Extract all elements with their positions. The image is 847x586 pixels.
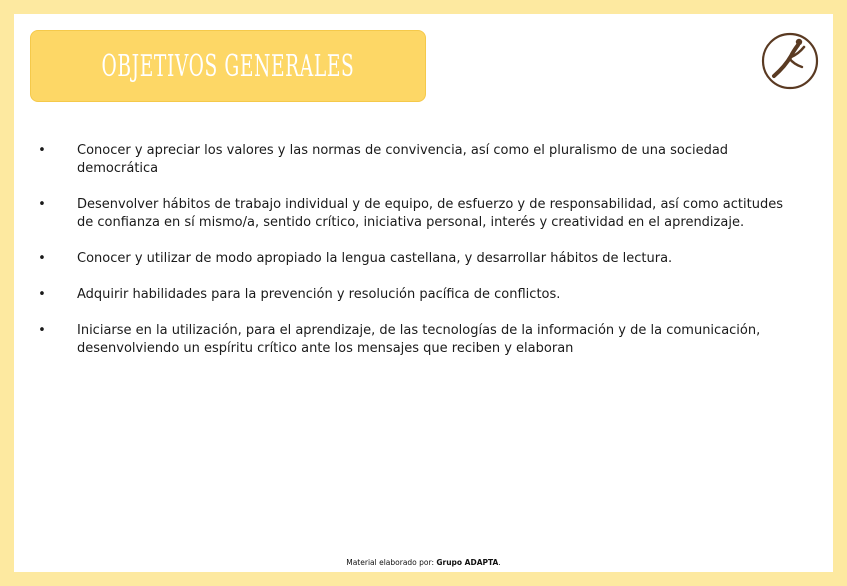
- list-item: [36, 286, 796, 304]
- footer-suffix: .: [498, 558, 501, 567]
- objectives-list: [36, 142, 796, 376]
- list-item: [36, 196, 796, 232]
- footer-group: Grupo ADAPTA: [436, 558, 499, 567]
- bullet-icon: •: [38, 287, 46, 302]
- bullet-icon: •: [38, 143, 46, 158]
- title-banner: [30, 30, 426, 102]
- list-item: [36, 142, 796, 178]
- objective-text: Desenvolver hábitos de trabajo individual y de equipo, de esfuerzo y de responsabilidad, así como actitudes de confianza en sí mismo/a, sentido crítico, iniciativa personal, interés y creatividad en el aprendizaje.: [77, 197, 783, 230]
- objective-text: Conocer y apreciar los valores y las normas de convivencia, así como el pluralismo de una sociedad democrática: [77, 143, 729, 176]
- slide-page: [14, 14, 833, 572]
- objective-text: Adquirir habilidades para la prevención y resolución pacífica de conflictos.: [77, 287, 561, 302]
- page-title: OBJETIVOS GENERALES: [101, 48, 355, 84]
- footer-credit: [14, 558, 833, 567]
- objective-text: Conocer y utilizar de modo apropiado la lengua castellana, y desarrollar hábitos de lectura.: [77, 251, 673, 266]
- figure-circle-logo-icon: [760, 31, 820, 91]
- bullet-icon: •: [38, 197, 46, 212]
- footer-prefix: Material elaborado por:: [346, 558, 437, 567]
- list-item: [36, 250, 796, 268]
- bullet-icon: •: [38, 323, 46, 338]
- bullet-icon: •: [38, 251, 46, 266]
- list-item: [36, 322, 796, 358]
- objective-text: Iniciarse en la utilización, para el aprendizaje, de las tecnologías de la información y de la comunicación, desenvolviendo un espíritu crítico ante los mensajes que reciben y elaboran: [77, 323, 761, 356]
